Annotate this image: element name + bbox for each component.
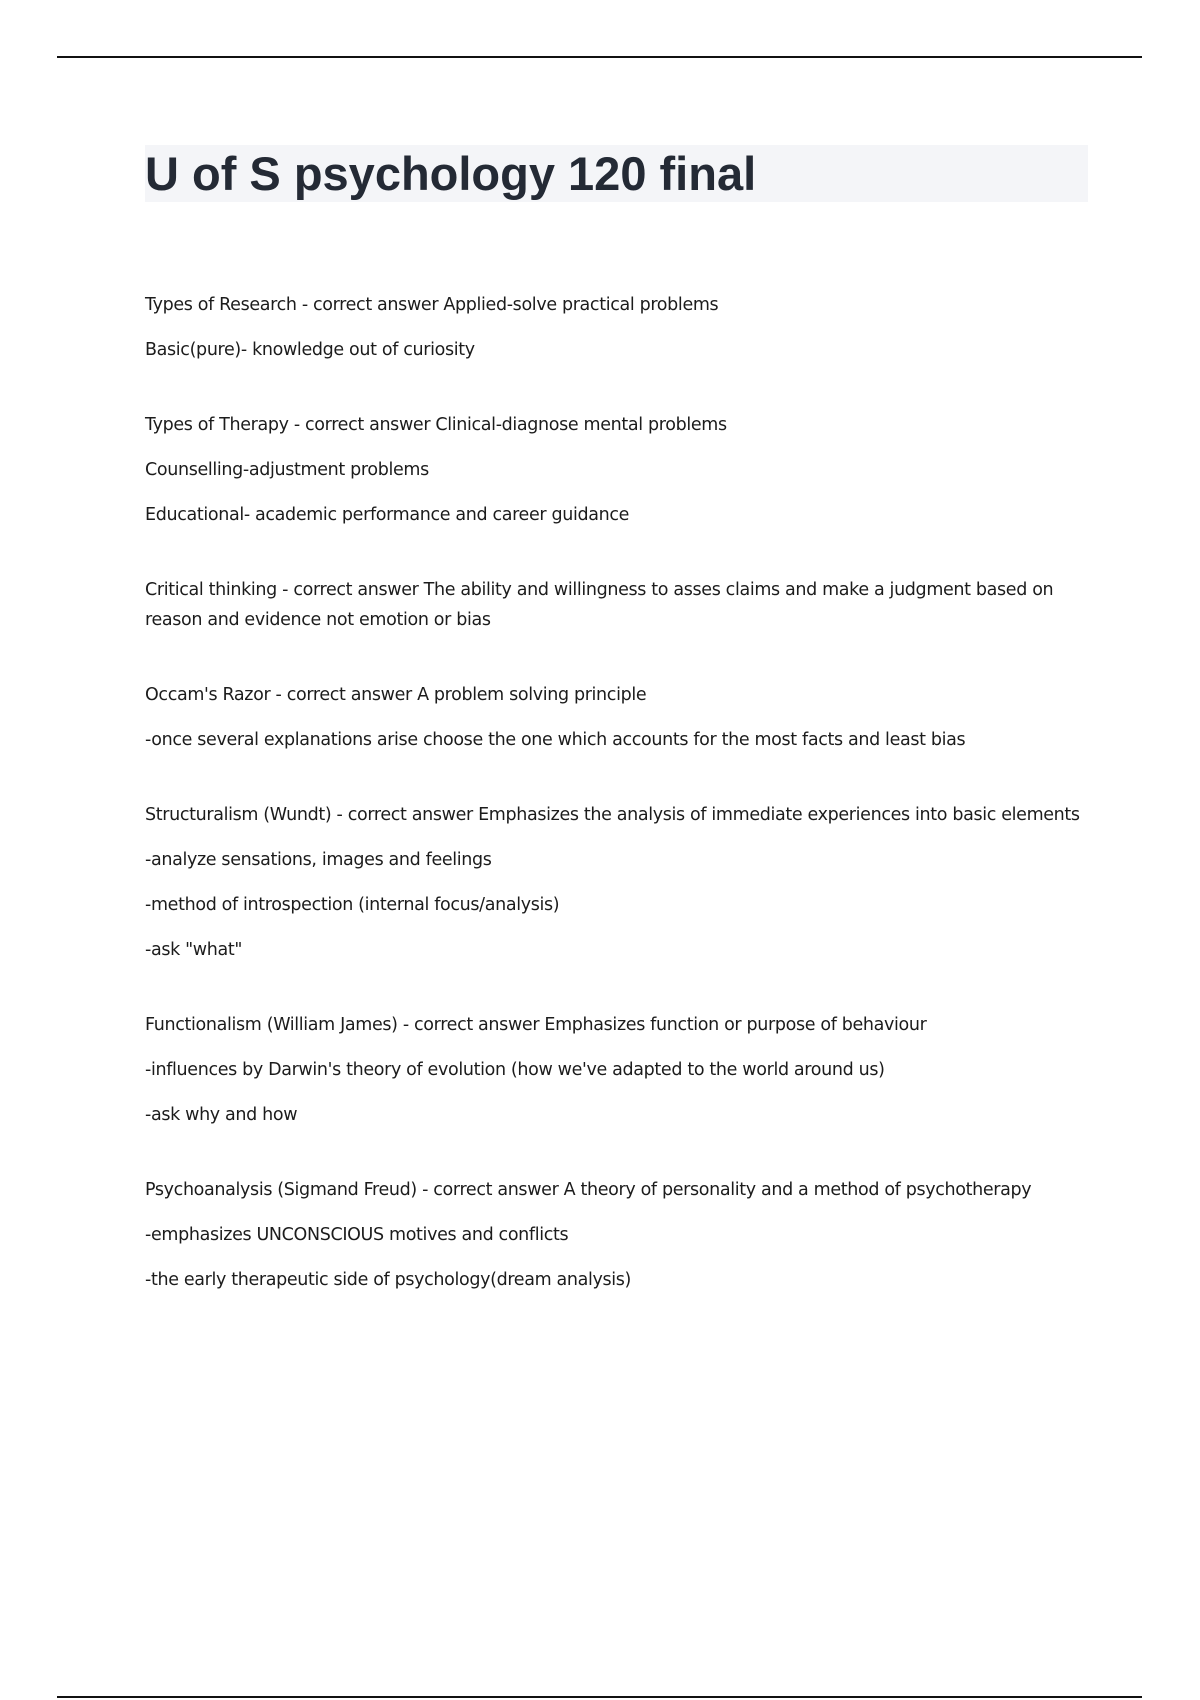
flashcard-types-of-therapy bbox=[145, 410, 1090, 530]
flashcard-question-line: Psychoanalysis (Sigmand Freud) - correct answer A theory of personality and a method of psychotherapy bbox=[145, 1180, 1032, 1200]
flashcard-question-line: Types of Research - correct answer Applied-solve practical problems bbox=[145, 295, 719, 315]
flashcard-answer-line: -ask "what" bbox=[145, 940, 243, 960]
flashcard-answer-line: Basic(pure)- knowledge out of curiosity bbox=[145, 340, 475, 360]
flashcard-functionalism bbox=[145, 1010, 1090, 1130]
flashcard-question-line: Functionalism (William James) - correct answer Emphasizes function or purpose of behaviour bbox=[145, 1015, 927, 1035]
flashcard-answer-line: Educational- academic performance and career guidance bbox=[145, 505, 630, 525]
flashcard-question-line: Types of Therapy - correct answer Clinical-diagnose mental problems bbox=[145, 415, 727, 435]
flashcard-occams-razor bbox=[145, 680, 1090, 755]
flashcard-answer-line: -ask why and how bbox=[145, 1105, 298, 1125]
top-rule bbox=[57, 56, 1142, 58]
bottom-rule bbox=[57, 1696, 1142, 1698]
flashcard-answer-line: -emphasizes UNCONSCIOUS motives and conflicts bbox=[145, 1225, 569, 1245]
flashcard-answer-line: -method of introspection (internal focus/analysis) bbox=[145, 895, 560, 915]
flashcard-question-line: Structuralism (Wundt) - correct answer Emphasizes the analysis of immediate experiences into basic elements bbox=[145, 805, 1080, 825]
flashcard-list bbox=[145, 290, 1090, 1340]
flashcard-question-line: Occam's Razor - correct answer A problem solving principle bbox=[145, 685, 647, 705]
flashcard-answer-line: -once several explanations arise choose the one which accounts for the most facts and least bias bbox=[145, 730, 966, 750]
flashcard-answer-line: -the early therapeutic side of psychology(dream analysis) bbox=[145, 1270, 632, 1290]
flashcard-question-line: Critical thinking - correct answer The ability and willingness to asses claims and make a judgment based on reason and evidence not emotion or bias bbox=[145, 580, 1054, 630]
flashcard-answer-line: -analyze sensations, images and feelings bbox=[145, 850, 492, 870]
flashcard-critical-thinking bbox=[145, 575, 1090, 635]
document-title: U of S psychology 120 final bbox=[145, 147, 757, 200]
flashcard-types-of-research bbox=[145, 290, 1090, 365]
flashcard-structuralism bbox=[145, 800, 1090, 965]
flashcard-psychoanalysis bbox=[145, 1175, 1090, 1295]
flashcard-answer-line: Counselling-adjustment problems bbox=[145, 460, 429, 480]
flashcard-answer-line: -influences by Darwin's theory of evolution (how we've adapted to the world around us) bbox=[145, 1060, 885, 1080]
